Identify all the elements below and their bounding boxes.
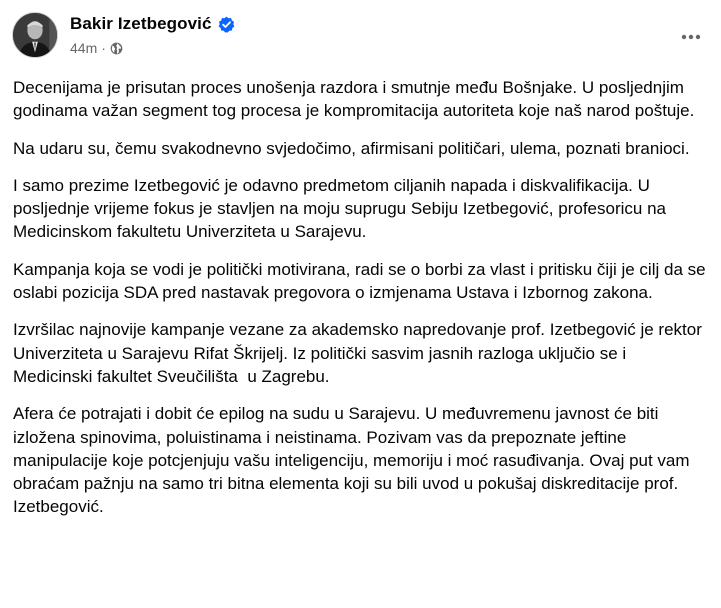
post-paragraph-1: Decenijama je prisutan proces unošenja razdora i smutnje među Bošnjake. U posljednjim godinama važan segment tog procesa je kompromitacija autoriteta koje naš narod poštuje. <box>13 78 695 121</box>
post-header <box>12 11 709 61</box>
post-paragraph-3: I samo prezime Izetbegović je odavno predmetom ciljanih napada i diskvalifikacija. U posljednje vrijeme fokus je stavljen na moju suprugu Sebiju Izetbegović, profesoricu na Medicinskom fakultetu Univerziteta u Sarajevu. <box>13 175 671 242</box>
meta-separator: · <box>101 40 106 56</box>
post-paragraph-2: Na udaru su, čemu svakodnevno svjedočimo, afirmisani političari, ulema, poznati branioci. <box>13 138 690 158</box>
author-name[interactable]: Bakir Izetbegović <box>70 14 212 33</box>
post-timestamp[interactable]: 44m <box>70 40 98 56</box>
verified-badge-icon <box>218 16 235 33</box>
post-body <box>13 76 709 533</box>
post-paragraph-6: Afera će potrajati i dobit će epilog na sudu u Sarajevu. U međuvremenu javnost će biti izložena spinovima, poluistinama i neistinama. Pozivam vas da prepoznate jeftine manipulacije koje potcjenjuju vašu inteligenciju, memoriju i moć rasuđivanja. Ovaj put vam obraćam pažnju na samo tri bitna elementa koji su bili uvod u pokušaj diskreditacije prof. Izetbegović. <box>13 404 695 517</box>
avatar-photo <box>13 13 57 57</box>
author-avatar[interactable] <box>12 12 58 58</box>
post-paragraph-5: Izvršilac najnovije kampanje vezane za akademsko napredovanje prof. Izetbegović je rektor Univerziteta u Sarajevu Rifat Škrijelj. Iz politički sasvim jasnih razloga uključio se i Medicinski fakultet Sveučilišta u Zagrebu. <box>13 320 707 386</box>
author-row <box>70 14 235 34</box>
more-options-button[interactable] <box>673 19 709 55</box>
post-meta <box>70 40 123 56</box>
globe-icon[interactable] <box>110 42 123 55</box>
more-options-icon <box>681 34 701 40</box>
post-paragraph-4: Kampanja koja se vodi je politički motivirana, radi se o borbi za vlast i pritisku čiji je cilj da se oslabi pozicija SDA pred nastavak pregovora o izmjenama Ustava i Izbornog zakona. <box>13 259 711 303</box>
